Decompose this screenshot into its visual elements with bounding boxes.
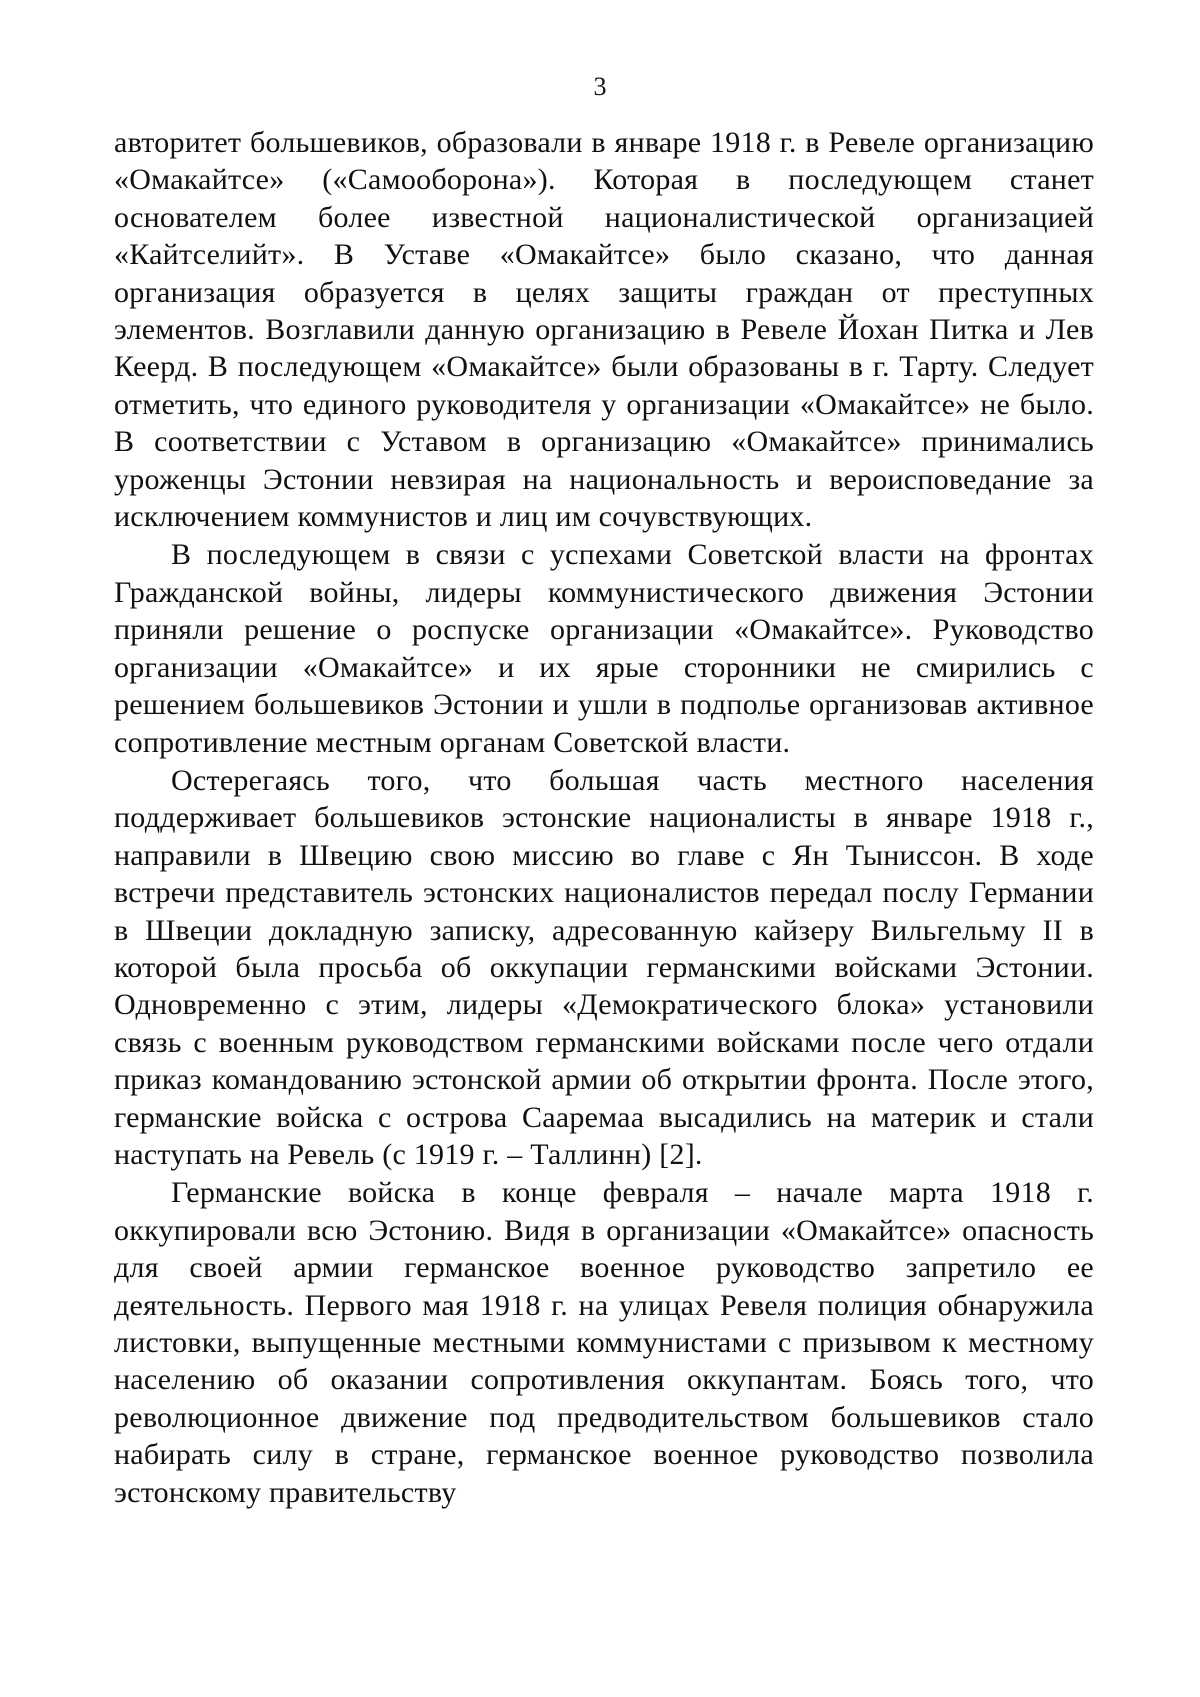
page-number: 3: [593, 72, 607, 101]
body-text: [114, 124, 1094, 1511]
paragraph-3: Остерегаясь того, что большая часть местного населения поддерживает большевиков эстонские националисты в январе 1918 г., направили в Швецию свою миссию во главе с Ян Тыниссон. В ходе встречи представитель эстонских националистов передал послу Германии в Швеции докладную записку, адресованную кайзеру Вильгельму II в которой была просьба об оккупации германскими войсками Эстонии. Одновременно с этим, лидеры «Демократического блока» установили связь с военным руководством германскими войсками после чего отдали приказ командованию эстонской армии об открытии фронта. После этого, германские войска с острова Сааремаа высадились на материк и стали наступать на Ревель (с 1919 г. – Таллинн) [2].: [114, 763, 1094, 1171]
paragraph-4: Германские войска в конце февраля – начале марта 1918 г. оккупировали всю Эстонию. Видя в организации «Омакайтсе» опасность для своей армии германское военное руководство запретило ее деятельность. Первого мая 1918 г. на улицах Ревеля полиция обнаружила листовки, выпущенные местными коммунистами с призывом к местному населению об оказании сопротивления оккупантам. Боясь того, что революционное движение под предводительством большевиков стало набирать силу в стране, германское военное руководство позволила эстонскому правительству: [114, 1176, 1094, 1509]
paragraph-2: В последующем в связи с успехами Советской власти на фронтах Гражданской войны, лидеры коммунистического движения Эстонии приняли решение о роспуске организации «Омакайтсе». Руководство организации «Омакайтсе» и их ярые сторонники не смирились с решением большевиков Эстонии и ушли в подполье организовав активное сопротивление местным органам Советской власти.: [114, 538, 1094, 759]
paragraph-1: авторитет большевиков, образовали в январе 1918 г. в Ревеле организацию «Омакайтсе» («Самооборона»). Которая в последующем станет основателем более известной националистической организацией «Кайтселийт». В Уставе «Омакайтсе» было сказано, что данная организация образуется в целях защиты граждан от преступных элементов. Возглавили данную организацию в Ревеле Йохан Питка и Лев Кеерд. В последующем «Омакайтсе» были образованы в г. Тарту. Следует отметить, что единого руководителя у организации «Омакайтсе» не было. В соответствии с Уставом в организацию «Омакайтсе» принимались уроженцы Эстонии невзирая на национальность и вероисповедание за исключением коммунистов и лиц им сочувствующих.: [114, 126, 1094, 534]
